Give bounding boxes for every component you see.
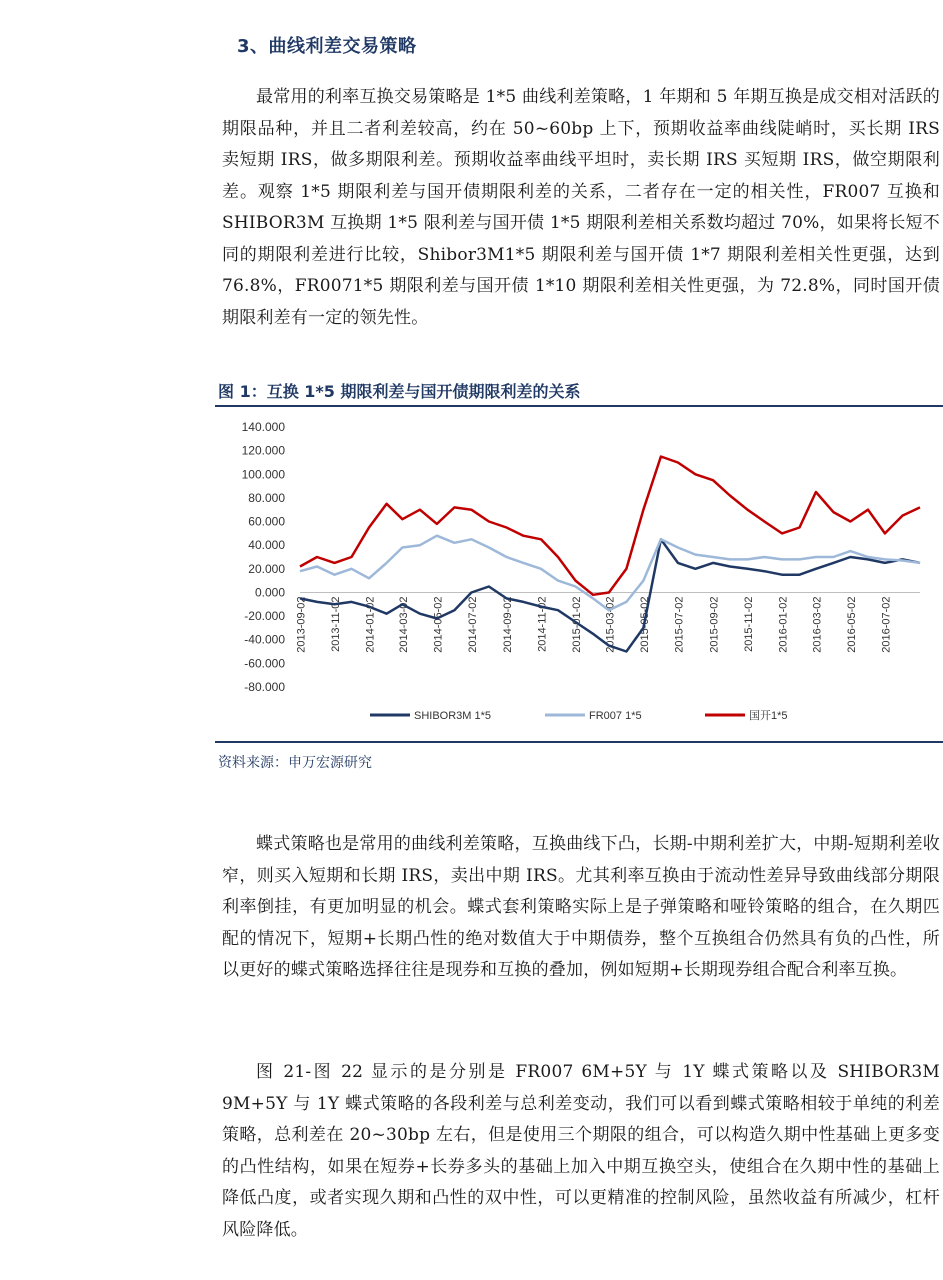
x-tick-label: 2015-09-02 [708,596,721,653]
y-tick-label: -40.000 [244,632,285,647]
spread-line-chart [215,410,943,740]
x-tick-label: 2014-01-02 [364,596,377,653]
figure-bottom-rule [215,741,943,743]
y-tick-label: 0.000 [254,585,285,600]
x-tick-label: 2016-07-02 [880,596,893,653]
x-tick-label: 2015-11-02 [743,596,756,652]
section-title: 3、曲线利差交易策略 [237,36,417,57]
paragraph-figure-discussion: 图 21-图 22 显示的是分别是 FR007 6M+5Y 与 1Y 蝶式策略以及 SHIBOR3M 9M+5Y 与 1Y 蝶式策略的各段利差与总利差变动，我们可以看到蝶式策略相较于单纯的利差策略，总利差在 20~30bp 左右，但是使用三个期限的组合，可以构造久期中性基础上更多变的凸性结构，如果在短券+长券多头的基础上加入中期互换空头，使组合在久期中性的基础上降低凸度，或者实现久期和凸性的双中性，可以更精准的控制风险，虽然收益有所减少，杠杆风险降低。 [222,1062,940,1240]
x-tick-label: 2015-05-02 [638,596,651,653]
y-tick-label: -20.000 [244,609,285,624]
x-tick-label: 2016-05-02 [845,596,858,653]
legend-label: SHIBOR3M 1*5 [414,710,492,722]
y-tick-label: 40.000 [248,538,285,553]
y-tick-label: -60.000 [244,656,285,671]
x-tick-label: 2015-01-02 [571,596,584,653]
x-tick-label: 2014-09-02 [502,596,515,653]
y-tick-label: 80.000 [248,490,285,505]
figure-title: 图 1：互换 1*5 期限利差与国开债期限利差的关系 [218,382,581,401]
figure-source: 资料来源：申万宏源研究 [218,755,372,771]
x-tick-label: 2013-11-02 [330,596,343,652]
legend-label: FR007 1*5 [589,710,642,722]
paragraph-curve-spread: 最常用的利率互换交易策略是 1*5 曲线利差策略，1 年期和 5 年期互换是成交相对活跃的期限品种，并且二者利差较高，约在 50~60bp 上下，预期收益率曲线陡峭时，买长期 IRS 卖短期 IRS，做多期限利差。预期收益率曲线平坦时，卖长期 IRS 买短期 IRS，做空期限利差。观察 1*5 期限利差与国开债期限利差的关系，二者存在一定的相关性，FR007 互换和 SHIBOR3M 互换期 1*5 限利差与国开债 1*5 期限利差相关系数均超过 70%，如果将长短不同的期限利差进行比较，Shibor3M1*5 期限利差与国开债 1*7 期限利差相关性更强，达到 76.8%，FR0071*5 期限利差与国开债 1*10 期限利差相关性更强，为 72.8%，同时国开债期限利差有一定的领先性。 [222,87,940,328]
x-tick-label: 2014-03-02 [397,596,410,653]
y-tick-label: 20.000 [248,561,285,576]
y-tick-label: 60.000 [248,514,285,529]
figure-top-rule [215,405,943,407]
y-tick-label: 100.000 [241,467,285,482]
paragraph-butterfly: 蝶式策略也是常用的曲线利差策略，互换曲线下凸，长期-中期利差扩大，中期-短期利差收窄，则买入短期和长期 IRS，卖出中期 IRS。尤其利率互换由于流动性差异导致曲线部分期限利率倒挂，有更加明显的机会。蝶式套利策略实际上是子弹策略和哑铃策略的组合，在久期匹配的情况下，短期+长期凸性的绝对数值大于中期债券，整个互换组合仍然具有负的凸性，所以更好的蝶式策略选择往往是现券和互换的叠加，例如短期+长期现券组合配合利率互换。 [222,834,940,980]
x-tick-label: 2014-05-02 [432,596,445,653]
x-tick-label: 2015-07-02 [673,596,686,653]
x-tick-label: 2016-01-02 [777,596,790,653]
x-tick-label: 2014-11-02 [536,596,549,652]
y-tick-label: 120.000 [241,443,285,458]
x-tick-label: 2015-03-02 [604,596,617,653]
x-tick-label: 2013-09-02 [295,596,308,653]
y-tick-label: -80.000 [244,680,285,694]
y-tick-label: 140.000 [241,420,285,434]
legend-label: 国开1*5 [749,710,788,722]
x-tick-label: 2014-07-02 [466,596,479,653]
series-line-3 [300,457,920,595]
x-tick-label: 2016-03-02 [811,596,824,653]
